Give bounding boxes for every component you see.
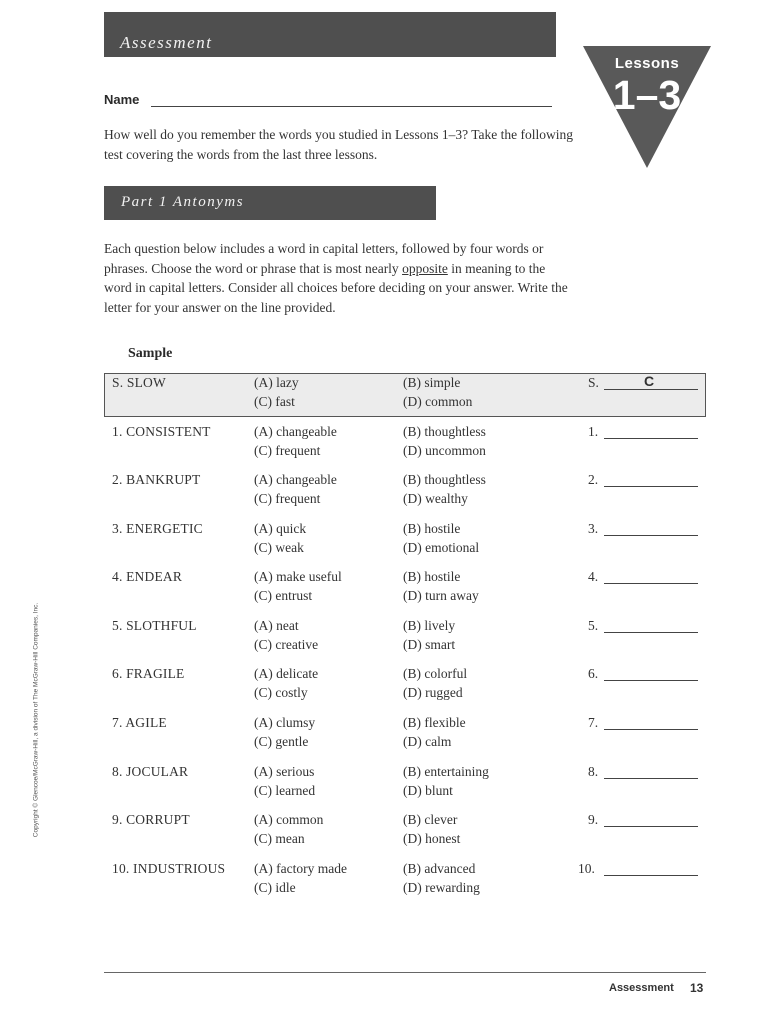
choice-d: (D) honest [403,831,461,846]
answer-line[interactable] [604,486,698,487]
assessment-title: Assessment [120,33,213,52]
question-row [104,521,714,565]
sample-answer: C [644,373,655,389]
answer-line[interactable] [604,729,698,730]
question-row [104,861,714,905]
choice-c: (C) entrust [254,588,313,603]
question-word: 5. SLOTHFUL [112,618,197,633]
choice-d: (D) emotional [403,540,480,555]
answer-line[interactable] [604,535,698,536]
choice-d: (D) smart [403,637,456,652]
answer-line[interactable] [604,583,698,584]
question-word: 3. ENERGETIC [112,521,203,536]
answer-number: 5. [588,618,599,633]
instructions-text [104,239,574,317]
name-label: Name [104,92,140,107]
choice-d: (D) uncommon [403,443,486,458]
choice-d: (D) rugged [403,685,463,700]
choice-d: (D) common [403,394,473,409]
part-title: Part 1 Antonyms [121,194,245,210]
lessons-range: 1–3 [612,72,682,118]
answer-line [604,389,698,390]
choice-a: (A) factory made [254,861,347,876]
part-banner [104,186,436,220]
sample-row [104,375,714,419]
question-row [104,569,714,613]
answer-number: 2. [588,472,599,487]
question-row [104,764,714,808]
choice-c: (C) idle [254,880,296,895]
choice-a: (A) quick [254,521,307,536]
choice-b: (B) thoughtless [403,424,486,439]
answer-line[interactable] [604,826,698,827]
choice-c: (C) costly [254,685,308,700]
answer-number: S. [588,375,599,390]
instructions-after: in meaning to the word in capital letters. Consider all choices before deciding on your answer. Write the letter for your answer on the line provided. [104,260,568,315]
choice-a: (A) make useful [254,569,342,584]
answer-line[interactable] [604,875,698,876]
choice-d: (D) turn away [403,588,479,603]
lessons-label: Lessons [614,55,680,72]
question-row [104,666,714,710]
choice-b: (B) clever [403,812,458,827]
choice-c: (C) creative [254,637,319,652]
choice-c: (C) frequent [254,491,321,506]
choice-d: (D) blunt [403,783,453,798]
choice-c: (C) frequent [254,443,321,458]
answer-number: 3. [588,521,599,536]
question-row [104,715,714,759]
instructions-before: Each question below includes a word in capital letters, followed by four words or phrases. Choose the word or phrase that is most nearly [104,241,544,276]
choice-a: (A) serious [254,764,315,779]
choice-c: (C) weak [254,540,304,555]
choice-a: (A) common [254,812,324,827]
choice-c: (C) fast [254,394,295,409]
name-field-line[interactable] [151,106,552,107]
answer-line[interactable] [604,778,698,779]
question-word: 7. AGILE [112,715,167,730]
choice-b: (B) simple [403,375,461,390]
choice-b: (B) flexible [403,715,466,730]
question-word: 2. BANKRUPT [112,472,201,487]
choice-b: (B) lively [403,618,456,633]
question-word: 4. ENDEAR [112,569,183,584]
answer-line[interactable] [604,680,698,681]
choice-a: (A) changeable [254,424,337,439]
choice-a: (A) delicate [254,666,319,681]
answer-line[interactable] [604,632,698,633]
footer-label: Assessment [609,982,674,994]
choice-c: (C) gentle [254,734,309,749]
question-row [104,812,714,856]
answer-number: 1. [588,424,599,439]
choice-c: (C) learned [254,783,316,798]
assessment-banner [104,12,556,57]
answer-number: 6. [588,666,599,681]
choice-a: (A) lazy [254,375,299,390]
question-row [104,472,714,516]
choice-b: (B) hostile [403,521,461,536]
question-row [104,424,714,468]
answer-number: 10. [578,861,595,876]
choice-a: (A) changeable [254,472,337,487]
choice-b: (B) thoughtless [403,472,486,487]
answer-number: 8. [588,764,599,779]
choice-c: (C) mean [254,831,305,846]
question-row [104,618,714,662]
question-word: 8. JOCULAR [112,764,189,779]
answer-number: 4. [588,569,599,584]
choice-d: (D) rewarding [403,880,480,895]
question-word: 6. FRAGILE [112,666,185,681]
answer-number: 9. [588,812,599,827]
page-number: 13 [690,981,704,995]
choice-b: (B) colorful [403,666,468,681]
sample-label: Sample [128,346,173,361]
choice-a: (A) clumsy [254,715,316,730]
answer-number: 7. [588,715,599,730]
footer-rule [104,972,706,973]
choice-d: (D) calm [403,734,452,749]
choice-b: (B) hostile [403,569,461,584]
copyright-text: Copyright © Glencoe/McGraw-Hill, a division of The McGraw-Hill Companies, Inc. [32,602,40,838]
intro-text: How well do you remember the words you studied in Lessons 1–3? Take the following test covering the words from the last three lessons. [104,127,573,162]
question-word: 1. CONSISTENT [112,424,211,439]
instructions-underlined: opposite [402,260,448,276]
choice-a: (A) neat [254,618,299,633]
choice-b: (B) entertaining [403,764,489,779]
choice-b: (B) advanced [403,861,476,876]
question-word: 10. INDUSTRIOUS [112,861,226,876]
question-word: 9. CORRUPT [112,812,190,827]
question-word: S. SLOW [112,375,166,390]
answer-line[interactable] [604,438,698,439]
choice-d: (D) wealthy [403,491,468,506]
